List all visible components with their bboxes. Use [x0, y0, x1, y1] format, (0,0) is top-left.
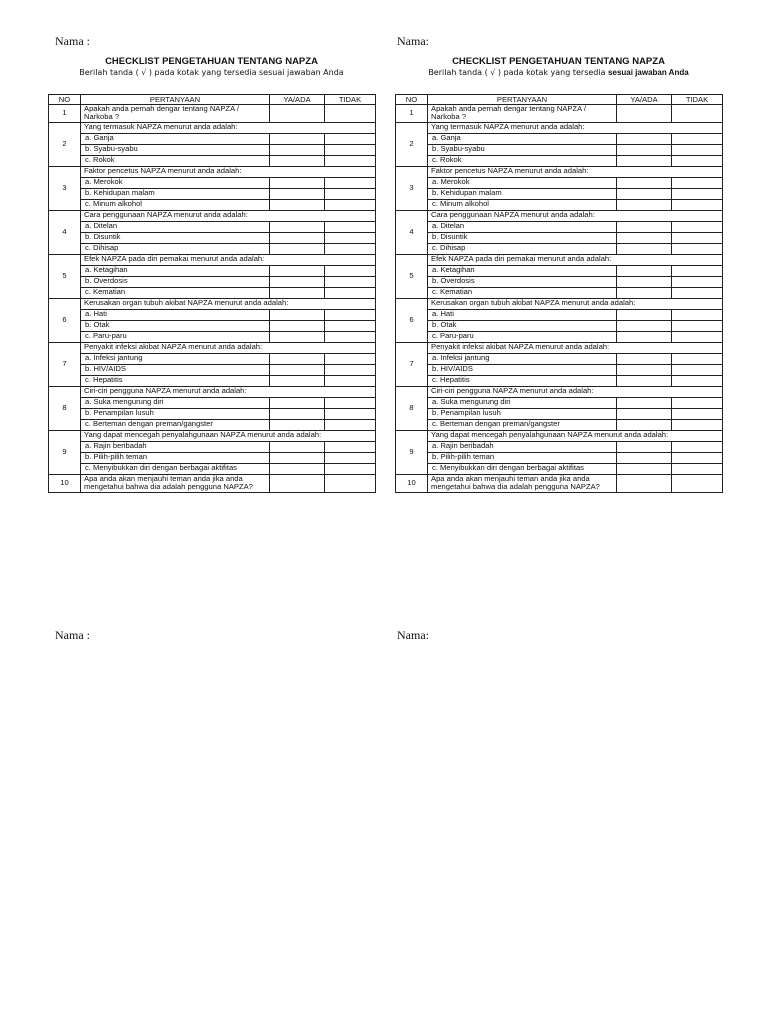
option-row — [49, 320, 376, 331]
option-row — [49, 144, 376, 155]
question-row — [49, 474, 376, 492]
header-tidak: TIDAK — [325, 95, 376, 105]
option-text: a. Ganja — [81, 133, 270, 144]
question-number: 5 — [396, 254, 428, 298]
option-row — [49, 419, 376, 430]
option-text: c. Minum alkohol — [81, 199, 270, 210]
option-row — [49, 364, 376, 375]
option-row — [49, 408, 376, 419]
answer-checkbox-tidak[interactable] — [325, 419, 376, 430]
option-row — [396, 144, 723, 155]
answer-checkbox-ya[interactable] — [270, 221, 325, 232]
option-row — [49, 265, 376, 276]
answer-checkbox-ya[interactable] — [270, 441, 325, 452]
option-text: a. Merokok — [428, 177, 617, 188]
option-text: a. Hati — [428, 309, 617, 320]
answer-checkbox-tidak[interactable] — [325, 155, 376, 166]
answer-checkbox-ya[interactable] — [617, 265, 672, 276]
option-row — [396, 320, 723, 331]
answer-checkbox-tidak[interactable] — [325, 320, 376, 331]
answer-checkbox-ya[interactable] — [617, 133, 672, 144]
answer-checkbox-ya[interactable] — [270, 320, 325, 331]
answer-checkbox-ya[interactable] — [617, 287, 672, 298]
question-text: Ciri-ciri pengguna NAPZA menurut anda adalah: — [81, 386, 376, 397]
option-row — [396, 364, 723, 375]
answer-checkbox-tidak[interactable] — [325, 397, 376, 408]
option-row — [396, 133, 723, 144]
answer-checkbox-ya[interactable] — [270, 105, 325, 123]
option-row — [49, 331, 376, 342]
answer-checkbox-tidak[interactable] — [325, 331, 376, 342]
question-text: Apakah anda pernah dengar tentang NAPZA / Narkoba ? — [81, 105, 270, 123]
question-number: 4 — [396, 210, 428, 254]
option-text: b. Penampilan lusuh — [428, 408, 617, 419]
option-text: a. Rajin beribadah — [81, 441, 270, 452]
answer-checkbox-ya[interactable] — [617, 144, 672, 155]
answer-checkbox-tidak[interactable] — [325, 265, 376, 276]
option-text: b. Overdosis — [428, 276, 617, 287]
answer-checkbox-tidak[interactable] — [672, 463, 723, 474]
answer-checkbox-ya[interactable] — [617, 155, 672, 166]
option-row — [49, 188, 376, 199]
question-number: 3 — [49, 166, 81, 210]
question-text: Faktor pencetus NAPZA menurut anda adalah: — [428, 166, 723, 177]
answer-checkbox-tidak[interactable] — [672, 177, 723, 188]
question-number: 2 — [396, 122, 428, 166]
answer-checkbox-tidak[interactable] — [325, 133, 376, 144]
answer-checkbox-ya[interactable] — [617, 441, 672, 452]
answer-checkbox-ya[interactable] — [270, 474, 325, 492]
option-text: c. Menyibukkan diri dengan berbagai aktifitas — [428, 463, 617, 474]
header-no: NO — [49, 95, 81, 105]
option-text: c. Berteman dengan preman/gangster — [81, 419, 270, 430]
question-number: 1 — [396, 105, 428, 123]
question-number: 10 — [396, 474, 428, 492]
answer-checkbox-tidak[interactable] — [672, 364, 723, 375]
option-row — [396, 419, 723, 430]
answer-checkbox-ya[interactable] — [617, 199, 672, 210]
option-text: b. Syabu-syabu — [428, 144, 617, 155]
question-text: Cara penggunaan NAPZA menurut anda adalah: — [428, 210, 723, 221]
answer-checkbox-ya[interactable] — [617, 232, 672, 243]
answer-checkbox-tidak[interactable] — [672, 221, 723, 232]
option-row — [396, 188, 723, 199]
answer-checkbox-ya[interactable] — [617, 397, 672, 408]
option-row — [49, 177, 376, 188]
answer-checkbox-ya[interactable] — [270, 408, 325, 419]
answer-checkbox-ya[interactable] — [270, 276, 325, 287]
answer-checkbox-ya[interactable] — [617, 177, 672, 188]
answer-checkbox-tidak[interactable] — [672, 155, 723, 166]
question-row — [396, 430, 723, 441]
question-text: Cara penggunaan NAPZA menurut anda adalah: — [81, 210, 376, 221]
option-row — [396, 287, 723, 298]
question-row — [396, 474, 723, 492]
nama-label-bottom-right: Nama: — [397, 628, 429, 642]
option-text: a. Suka mengurung diri — [428, 397, 617, 408]
answer-checkbox-ya[interactable] — [617, 364, 672, 375]
answer-checkbox-ya[interactable] — [270, 199, 325, 210]
option-text: b. Syabu-syabu — [81, 144, 270, 155]
answer-checkbox-tidak[interactable] — [325, 232, 376, 243]
question-row — [49, 342, 376, 353]
question-row — [396, 342, 723, 353]
option-row — [49, 441, 376, 452]
option-text: b. Pilih-pilih teman — [428, 452, 617, 463]
option-text: b. Overdosis — [81, 276, 270, 287]
question-number: 1 — [49, 105, 81, 123]
answer-checkbox-ya[interactable] — [270, 133, 325, 144]
answer-checkbox-tidak[interactable] — [325, 276, 376, 287]
option-row — [396, 199, 723, 210]
option-text: c. Hepatitis — [81, 375, 270, 386]
answer-checkbox-tidak[interactable] — [672, 287, 723, 298]
option-row — [49, 397, 376, 408]
option-row — [49, 463, 376, 474]
checklist-sheet-left — [48, 56, 375, 493]
question-text: Penyakit infeksi akibat NAPZA menurut anda adalah: — [81, 342, 376, 353]
question-text: Efek NAPZA pada diri pemakai menurut anda adalah: — [81, 254, 376, 265]
option-text: b. Pilih-pilih teman — [81, 452, 270, 463]
question-number: 5 — [49, 254, 81, 298]
option-text: c. Rokok — [428, 155, 617, 166]
option-row — [396, 155, 723, 166]
answer-checkbox-tidak[interactable] — [325, 144, 376, 155]
nama-label-bottom-left: Nama : — [55, 628, 90, 642]
answer-checkbox-tidak[interactable] — [325, 177, 376, 188]
option-text: a. Infeksi jantung — [81, 353, 270, 364]
question-text: Ciri-ciri pengguna NAPZA menurut anda adalah: — [428, 386, 723, 397]
option-row — [49, 375, 376, 386]
instruction-text: Berilah tanda ( √ ) pada kotak yang tersedia — [428, 68, 609, 77]
header-ya-ada: YA/ADA — [270, 95, 325, 105]
option-text: b. Disuntik — [428, 232, 617, 243]
answer-checkbox-ya[interactable] — [270, 155, 325, 166]
question-row — [49, 166, 376, 177]
question-row — [396, 166, 723, 177]
option-row — [396, 177, 723, 188]
option-text: b. Penampilan lusuh — [81, 408, 270, 419]
answer-checkbox-tidak[interactable] — [325, 364, 376, 375]
option-text: a. Ditelan — [81, 221, 270, 232]
answer-checkbox-ya[interactable] — [270, 452, 325, 463]
answer-checkbox-tidak[interactable] — [325, 188, 376, 199]
question-row — [49, 210, 376, 221]
answer-checkbox-tidak[interactable] — [672, 243, 723, 254]
question-row — [396, 254, 723, 265]
option-row — [49, 232, 376, 243]
question-row — [49, 298, 376, 309]
checklist-instruction: Berilah tanda ( √ ) pada kotak yang tersedia sesuai jawaban Anda — [79, 68, 344, 77]
option-text: b. Kehidupan malam — [81, 188, 270, 199]
answer-checkbox-tidak[interactable] — [325, 221, 376, 232]
option-row — [396, 397, 723, 408]
option-text: b. HIV/AIDS — [428, 364, 617, 375]
answer-checkbox-tidak[interactable] — [325, 452, 376, 463]
answer-checkbox-tidak[interactable] — [325, 243, 376, 254]
answer-checkbox-tidak[interactable] — [672, 144, 723, 155]
question-row — [49, 122, 376, 133]
answer-checkbox-ya[interactable] — [617, 474, 672, 492]
question-text: Kerusakan organ tubuh akibat NAPZA menurut anda adalah: — [81, 298, 376, 309]
answer-checkbox-ya[interactable] — [617, 463, 672, 474]
nama-label-top-left: Nama : — [55, 34, 90, 48]
option-text: c. Paru-paru — [428, 331, 617, 342]
question-text: Yang termasuk NAPZA menurut anda adalah: — [81, 122, 376, 133]
question-text: Yang dapat mencegah penyalahgunaan NAPZA menurut anda adalah: — [81, 430, 376, 441]
option-text: a. Ketagihan — [428, 265, 617, 276]
question-row — [396, 386, 723, 397]
question-number: 2 — [49, 122, 81, 166]
answer-checkbox-tidak[interactable] — [672, 397, 723, 408]
answer-checkbox-ya[interactable] — [270, 419, 325, 430]
option-row — [396, 232, 723, 243]
option-text: c. Rokok — [81, 155, 270, 166]
option-row — [396, 408, 723, 419]
answer-checkbox-tidak[interactable] — [672, 331, 723, 342]
answer-checkbox-tidak[interactable] — [672, 105, 723, 123]
option-row — [396, 463, 723, 474]
answer-checkbox-tidak[interactable] — [672, 474, 723, 492]
question-text: Apa anda akan menjauhi teman anda jika anda mengetahui bahwa dia adalah pengguna NAPZA? — [428, 474, 617, 492]
option-text: a. Rajin beribadah — [428, 441, 617, 452]
answer-checkbox-tidak[interactable] — [325, 441, 376, 452]
option-row — [49, 353, 376, 364]
checklist-title: CHECKLIST PENGETAHUAN TENTANG NAPZA — [452, 56, 665, 67]
option-row — [49, 199, 376, 210]
checklist-instruction — [395, 67, 722, 78]
question-number: 8 — [396, 386, 428, 430]
answer-checkbox-tidak[interactable] — [325, 463, 376, 474]
question-number: 9 — [49, 430, 81, 474]
option-row — [396, 276, 723, 287]
answer-checkbox-ya[interactable] — [270, 265, 325, 276]
answer-checkbox-ya[interactable] — [270, 331, 325, 342]
answer-checkbox-ya[interactable] — [270, 353, 325, 364]
question-number: 6 — [49, 298, 81, 342]
answer-checkbox-ya[interactable] — [270, 309, 325, 320]
option-text: a. Merokok — [81, 177, 270, 188]
question-number: 9 — [396, 430, 428, 474]
instruction-emphasis: sesuai jawaban Anda — [608, 68, 689, 77]
answer-checkbox-tidak[interactable] — [672, 419, 723, 430]
question-row — [396, 122, 723, 133]
answer-checkbox-tidak[interactable] — [672, 188, 723, 199]
question-number: 3 — [396, 166, 428, 210]
option-row — [49, 243, 376, 254]
option-row — [49, 287, 376, 298]
answer-checkbox-ya[interactable] — [617, 309, 672, 320]
question-text: Yang termasuk NAPZA menurut anda adalah: — [428, 122, 723, 133]
answer-checkbox-ya[interactable] — [270, 364, 325, 375]
checklist-sheet-right — [395, 56, 722, 493]
option-text: a. Ketagihan — [81, 265, 270, 276]
option-row — [396, 375, 723, 386]
answer-checkbox-ya[interactable] — [617, 375, 672, 386]
answer-checkbox-tidak[interactable] — [672, 375, 723, 386]
option-row — [396, 265, 723, 276]
answer-checkbox-tidak[interactable] — [325, 309, 376, 320]
option-text: c. Kematian — [428, 287, 617, 298]
question-number: 6 — [396, 298, 428, 342]
question-text: Yang dapat mencegah penyalahgunaan NAPZA menurut anda adalah: — [428, 430, 723, 441]
answer-checkbox-ya[interactable] — [617, 419, 672, 430]
answer-checkbox-ya[interactable] — [617, 353, 672, 364]
option-row — [396, 452, 723, 463]
option-text: c. Minum alkohol — [428, 199, 617, 210]
header-pertanyaan: PERTANYAAN — [81, 95, 270, 105]
option-text: c. Berteman dengan preman/gangster — [428, 419, 617, 430]
question-number: 4 — [49, 210, 81, 254]
question-number: 7 — [396, 342, 428, 386]
option-row — [49, 133, 376, 144]
answer-checkbox-tidak[interactable] — [672, 320, 723, 331]
answer-checkbox-ya[interactable] — [270, 188, 325, 199]
option-text: a. Ditelan — [428, 221, 617, 232]
option-text: c. Menyibukkan diri dengan berbagai aktifitas — [81, 463, 270, 474]
option-text: b. Otak — [81, 320, 270, 331]
answer-checkbox-ya[interactable] — [617, 243, 672, 254]
answer-checkbox-tidak[interactable] — [325, 287, 376, 298]
answer-checkbox-tidak[interactable] — [325, 105, 376, 123]
answer-checkbox-tidak[interactable] — [672, 199, 723, 210]
answer-checkbox-ya[interactable] — [270, 243, 325, 254]
header-pertanyaan: PERTANYAAN — [428, 95, 617, 105]
answer-checkbox-tidak[interactable] — [325, 375, 376, 386]
question-row — [396, 298, 723, 309]
answer-checkbox-ya[interactable] — [270, 375, 325, 386]
answer-checkbox-ya[interactable] — [617, 105, 672, 123]
checklist-table — [395, 94, 723, 493]
answer-checkbox-tidak[interactable] — [672, 265, 723, 276]
option-row — [396, 331, 723, 342]
question-text: Apa anda akan menjauhi teman anda jika anda mengetahui bahwa dia adalah pengguna NAPZA? — [81, 474, 270, 492]
question-row — [49, 386, 376, 397]
answer-checkbox-tidak[interactable] — [672, 408, 723, 419]
checklist-title: CHECKLIST PENGETAHUAN TENTANG NAPZA — [105, 56, 318, 67]
option-text: c. Hepatitis — [428, 375, 617, 386]
answer-checkbox-ya[interactable] — [617, 452, 672, 463]
option-row — [396, 221, 723, 232]
answer-checkbox-ya[interactable] — [270, 463, 325, 474]
answer-checkbox-tidak[interactable] — [325, 408, 376, 419]
option-text: c. Dihisap — [428, 243, 617, 254]
answer-checkbox-ya[interactable] — [617, 408, 672, 419]
option-text: b. HIV/AIDS — [81, 364, 270, 375]
answer-checkbox-ya[interactable] — [270, 287, 325, 298]
question-number: 8 — [49, 386, 81, 430]
option-text: b. Otak — [428, 320, 617, 331]
answer-checkbox-ya[interactable] — [617, 331, 672, 342]
answer-checkbox-tidak[interactable] — [672, 353, 723, 364]
option-row — [49, 221, 376, 232]
answer-checkbox-tidak[interactable] — [325, 474, 376, 492]
option-text: a. Hati — [81, 309, 270, 320]
option-text: c. Paru-paru — [81, 331, 270, 342]
answer-checkbox-tidak[interactable] — [325, 353, 376, 364]
question-number: 7 — [49, 342, 81, 386]
option-text: a. Suka mengurung diri — [81, 397, 270, 408]
answer-checkbox-tidak[interactable] — [672, 276, 723, 287]
answer-checkbox-ya[interactable] — [617, 188, 672, 199]
answer-checkbox-ya[interactable] — [617, 221, 672, 232]
answer-checkbox-tidak[interactable] — [325, 199, 376, 210]
answer-checkbox-tidak[interactable] — [672, 441, 723, 452]
question-text: Kerusakan organ tubuh akibat NAPZA menurut anda adalah: — [428, 298, 723, 309]
option-row — [49, 452, 376, 463]
question-text: Efek NAPZA pada diri pemakai menurut anda adalah: — [428, 254, 723, 265]
option-text: b. Kehidupan malam — [428, 188, 617, 199]
question-text: Apakah anda pernah dengar tentang NAPZA / Narkoba ? — [428, 105, 617, 123]
option-text: c. Dihisap — [81, 243, 270, 254]
question-row — [396, 210, 723, 221]
answer-checkbox-ya[interactable] — [270, 177, 325, 188]
nama-label-top-right: Nama: — [397, 34, 429, 48]
header-no: NO — [396, 95, 428, 105]
question-row — [49, 254, 376, 265]
answer-checkbox-tidak[interactable] — [672, 232, 723, 243]
option-row — [396, 441, 723, 452]
answer-checkbox-ya[interactable] — [617, 320, 672, 331]
option-text: c. Kematian — [81, 287, 270, 298]
option-row — [49, 309, 376, 320]
option-row — [49, 276, 376, 287]
question-number: 10 — [49, 474, 81, 492]
option-text: b. Disuntik — [81, 232, 270, 243]
question-text: Penyakit infeksi akibat NAPZA menurut anda adalah: — [428, 342, 723, 353]
answer-checkbox-ya[interactable] — [270, 144, 325, 155]
header-tidak: TIDAK — [672, 95, 723, 105]
option-text: a. Infeksi jantung — [428, 353, 617, 364]
question-row — [49, 430, 376, 441]
question-text: Faktor pencetus NAPZA menurut anda adalah: — [81, 166, 376, 177]
answer-checkbox-ya[interactable] — [270, 232, 325, 243]
question-row — [396, 105, 723, 123]
answer-checkbox-tidak[interactable] — [672, 133, 723, 144]
question-row — [49, 105, 376, 123]
option-text: a. Ganja — [428, 133, 617, 144]
header-ya-ada: YA/ADA — [617, 95, 672, 105]
option-row — [396, 353, 723, 364]
option-row — [396, 243, 723, 254]
answer-checkbox-tidak[interactable] — [672, 309, 723, 320]
option-row — [49, 155, 376, 166]
answer-checkbox-ya[interactable] — [617, 276, 672, 287]
answer-checkbox-ya[interactable] — [270, 397, 325, 408]
answer-checkbox-tidak[interactable] — [672, 452, 723, 463]
checklist-table — [48, 94, 376, 493]
option-row — [396, 309, 723, 320]
